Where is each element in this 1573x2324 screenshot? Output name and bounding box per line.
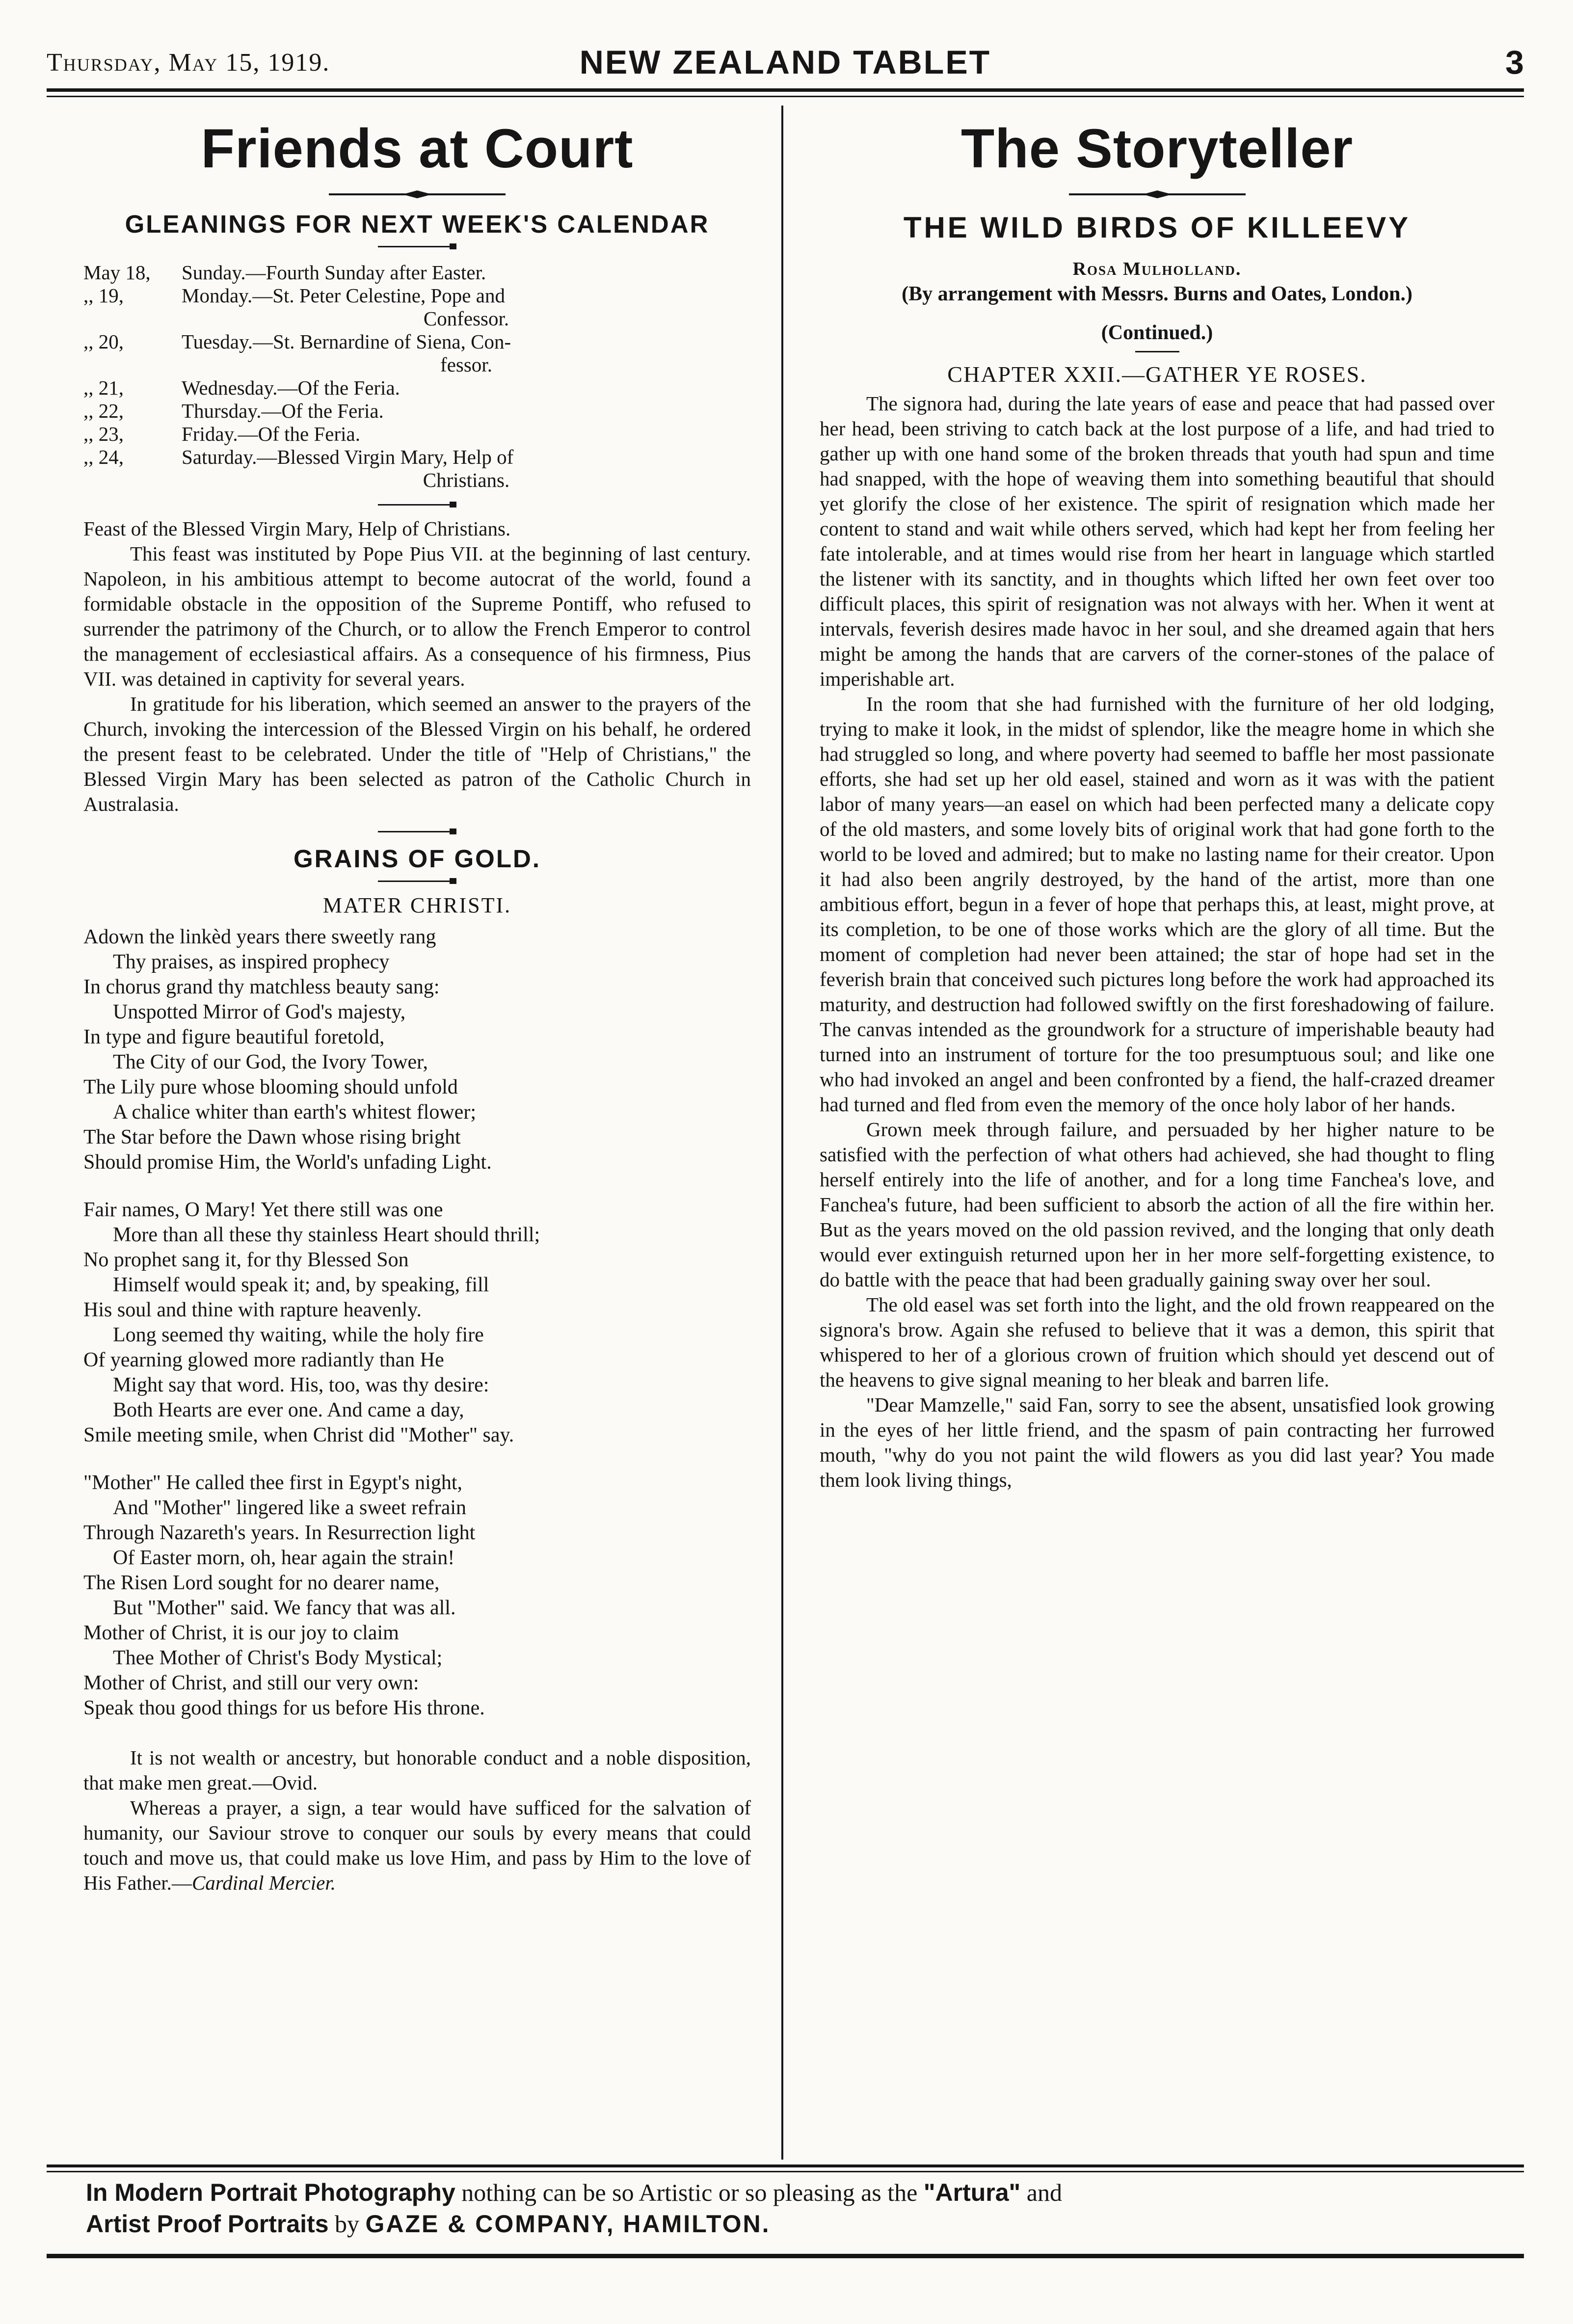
footer-rule-thick bbox=[47, 2164, 1524, 2167]
poem-line: Long seemed thy waiting, while the holy fire bbox=[113, 1324, 484, 1346]
calendar-entry bbox=[83, 400, 751, 423]
poem-stanza-2 bbox=[83, 1198, 751, 1448]
poem-line: Thy praises, as inspired prophecy bbox=[113, 951, 390, 973]
poem-line: The Star before the Dawn whose rising bright bbox=[83, 1126, 461, 1149]
feast-title: Feast of the Blessed Virgin Mary, Help of Christians. bbox=[83, 517, 511, 540]
poem-line: A chalice whiter than earth's whitest flower; bbox=[113, 1101, 476, 1123]
calendar-text-continuation: fessor. bbox=[440, 353, 492, 376]
continued-rule bbox=[1135, 349, 1179, 353]
calendar-text-continuation: Confessor. bbox=[423, 307, 509, 330]
calendar-end-rule bbox=[378, 502, 456, 508]
poem-line: And "Mother" lingered like a sweet refrain bbox=[113, 1496, 467, 1519]
column-divider bbox=[781, 106, 783, 2160]
poem-line: Of yearning glowed more radiantly than He bbox=[83, 1349, 444, 1371]
calendar-text bbox=[182, 284, 751, 330]
poem-line: Mother of Christ, it is our joy to claim bbox=[83, 1622, 399, 1644]
quote-ovid: It is not wealth or ancestry, but honorable conduct and a noble disposition, that make men great.—Ovid. bbox=[83, 1746, 751, 1794]
poem-line: Smile meeting smile, when Christ did "Mother" say. bbox=[83, 1424, 514, 1446]
poem-line: In chorus grand thy matchless beauty sang: bbox=[83, 976, 440, 998]
story-paragraph: In the room that she had furnished with the furniture of her old lodging, trying to make it look, in the midst of splendor, like the meagre home in which she had struggled so long, and where poverty had seemed to baffle her most passionate efforts, she had set up her old easel, stained and worn as it was with the patient labor of many years—an easel on which had been perfected many a delicate copy of the old masters, and some lovely bits of original work that had gone forth to the world to be loved and admired; but to make no lasting name for their creator. Upon it had also been angrily destroyed, by the hand of the artist, more than one ambitious effort, begun in a fever of hope that perhaps this, at least, might prove, at its completion, to be one of those works which are the glory of all time. But the moment of completion had never been attained; the star of hope had set in the feverish brain that conceived such pictures long before the work had approached its maturity, and destruction had followed swiftly on the first foreshadowing of failure. The canvas intended as the groundwork for a structure of imperishable beauty had turned into an instrument of torture for the too presumptuous soul; and like one who had invoked an angel and been confronted by a fiend, the half-crazed dreamer had turned and fled from even the memory of the once holy labor of her hands. bbox=[820, 693, 1494, 1116]
calendar-text-line: Thursday.—Of the Feria. bbox=[182, 400, 384, 422]
ad-text: nothing can be so Artistic or so pleasing as the bbox=[455, 2179, 924, 2206]
calendar-text bbox=[182, 400, 751, 423]
poem-line: "Mother" He called thee first in Egypt's night, bbox=[83, 1471, 463, 1494]
calendar-heading: GLEANINGS FOR NEXT WEEK'S CALENDAR bbox=[125, 210, 710, 238]
storyteller-title: The Storyteller bbox=[960, 118, 1354, 179]
poem-line: Should promise Him, the World's unfading Light. bbox=[83, 1151, 492, 1174]
story-author: Rosa Mulholland. bbox=[1072, 259, 1242, 279]
footer-advertisement bbox=[86, 2177, 1509, 2240]
ad-text-by: by bbox=[328, 2210, 366, 2238]
poem-line: Fair names, O Mary! Yet there still was one bbox=[83, 1199, 443, 1221]
ad-company-name: GAZE & COMPANY, HAMILTON. bbox=[365, 2210, 771, 2238]
poem-line: Might say that word. His, too, was thy desire: bbox=[113, 1374, 489, 1396]
calendar-date: ,, 21, bbox=[83, 376, 124, 399]
poem-line: But "Mother" said. We fancy that was all. bbox=[113, 1597, 456, 1619]
calendar-entry bbox=[83, 423, 751, 446]
poem-line: Unspotted Mirror of God's majesty, bbox=[113, 1001, 406, 1023]
calendar-date: ,, 23, bbox=[83, 423, 124, 445]
story-paragraph: Grown meek through failure, and persuaded by her higher nature to be satisfied with the perfection of what others had achieved, she had thought to fling herself entirely into the life of another, and for a long time Fanchea's love, and Fanchea's future, had been sufficient to absorb the action of all the fire within her. But as the years moved on the old passion revived, and the longing that only death would ever extinguish returned upon her in her more self-forgetting existence, to do battle with the peace that had been gradually gaining sway over her soul. bbox=[820, 1118, 1494, 1291]
calendar-date: ,, 24, bbox=[83, 446, 124, 468]
story-arrangement: (By arrangement with Messrs. Burns and Oates, London.) bbox=[902, 283, 1413, 305]
calendar-text-line: Monday.—St. Peter Celestine, Pope and bbox=[182, 284, 505, 307]
poem-line: Himself would speak it; and, by speaking, fill bbox=[113, 1274, 489, 1296]
feast-end-rule bbox=[378, 828, 456, 834]
poem-title: MATER CHRISTI. bbox=[322, 893, 512, 917]
poem-line: The City of our God, the Ivory Tower, bbox=[113, 1051, 428, 1073]
story-paragraph: The signora had, during the late years of ease and peace that had passed over her head, been striving to catch back at the lost purpose of a life, and had tried to gather up with one hand some of the broken threads that youth had spun and time had snapped, with the hope of weaving them into something beautiful that should yet glorify the close of her existence. The spirit of resignation which made her content to stand and wait while others served, which had kept her from feeling her fate intolerable, and at times would rise from her heart in language which startled the listener with its sanctity, and in thoughts which lifted her own feet over too difficult places, this spirit of resignation was not always with her. When it went at intervals, feverish desires made havoc in her soul, and she dreamed again that hers might be among the hands that are carvers of the corner-stones of the palace of imperishable art. bbox=[820, 392, 1494, 690]
footer-rule-thin bbox=[47, 2171, 1524, 2172]
story-title: THE WILD BIRDS OF KILLEEVY bbox=[903, 211, 1411, 244]
calendar-text-line: Saturday.—Blessed Virgin Mary, Help of bbox=[182, 446, 514, 468]
storyteller-ornament-rule bbox=[1069, 189, 1246, 200]
poem-stanza-3 bbox=[83, 1470, 751, 1721]
feast-paragraph-1: This feast was instituted by Pope Pius VII. at the beginning of last century. Napoleon, in his ambitious attempt to become autocrat of the world, found a formidable obstacle in the opposition of the Supreme Pontiff, who refused to surrender the patrimony of the Church, or to allow the French Emperor to control the management of ecclesiastical affairs. As a consequence of his firmness, Pius VII. was detained in captivity for several years. bbox=[83, 542, 751, 690]
masthead-rule-thin bbox=[47, 96, 1524, 97]
quote-cardinal-mercier bbox=[83, 1795, 751, 1896]
calendar-text bbox=[182, 330, 751, 376]
calendar-entry bbox=[83, 446, 751, 492]
poem-line: More than all these thy stainless Heart should thrill; bbox=[113, 1224, 540, 1246]
issue-date: Thursday, May 15, 1919. bbox=[47, 49, 330, 77]
calendar-text bbox=[182, 423, 751, 446]
chapter-heading: CHAPTER XXII.—GATHER YE ROSES. bbox=[947, 362, 1367, 387]
poem-line: No prophet sang it, for thy Blessed Son bbox=[83, 1249, 409, 1271]
calendar-date: ,, 22, bbox=[83, 400, 124, 422]
title-ornament-rule bbox=[329, 189, 506, 200]
poem-line: Through Nazareth's years. In Resurrection light bbox=[83, 1522, 476, 1544]
poem-line: The Lily pure whose blooming should unfold bbox=[83, 1076, 458, 1098]
quote-text: Whereas a prayer, a sign, a tear would have sufficed for the salvation of humanity, our Saviour strove to conquer our souls by every means that could touch and move us, that could make us love Him, and pass by Him to the love of His Father.— bbox=[83, 1796, 751, 1894]
calendar-list bbox=[83, 261, 751, 492]
poem-line: Adown the linkèd years there sweetly rang bbox=[83, 926, 436, 948]
poem-line: His soul and thine with rapture heavenly. bbox=[83, 1299, 422, 1321]
poem-line: Speak thou good things for us before His throne. bbox=[83, 1697, 485, 1719]
left-column bbox=[83, 106, 751, 2160]
newspaper-title: NEW ZEALAND TABLET bbox=[579, 44, 991, 81]
calendar-text bbox=[182, 261, 751, 284]
quote-author: Cardinal Mercier. bbox=[191, 1871, 336, 1894]
calendar-entry bbox=[83, 284, 751, 330]
calendar-text bbox=[182, 376, 751, 400]
calendar-entry bbox=[83, 261, 751, 284]
poem-line: In type and figure beautiful foretold, bbox=[83, 1026, 385, 1048]
calendar-text-line: Wednesday.—Of the Feria. bbox=[182, 376, 400, 399]
calendar-entry bbox=[83, 376, 751, 400]
ad-headline: In Modern Portrait Photography bbox=[86, 2179, 455, 2206]
footer-rule-bottom bbox=[47, 2254, 1524, 2258]
ad-brand-artura: "Artura" bbox=[923, 2179, 1021, 2206]
masthead-rule-thick bbox=[47, 88, 1524, 92]
continued-label: (Continued.) bbox=[1101, 321, 1213, 344]
calendar-text-line: Tuesday.—St. Bernardine of Siena, Con- bbox=[182, 330, 511, 353]
calendar-text-line: Friday.—Of the Feria. bbox=[182, 423, 360, 445]
right-column bbox=[820, 106, 1494, 2160]
poem-line: Both Hearts are ever one. And came a day, bbox=[113, 1399, 464, 1421]
grains-of-gold-heading: GRAINS OF GOLD. bbox=[293, 845, 541, 873]
poem-mater-christi bbox=[83, 925, 751, 1721]
ad-text-and: and bbox=[1020, 2179, 1062, 2206]
calendar-date: May 18, bbox=[83, 261, 151, 284]
poem-stanza-1 bbox=[83, 925, 751, 1175]
calendar-date: ,, 19, bbox=[83, 284, 124, 307]
poem-line: Thee Mother of Christ's Body Mystical; bbox=[113, 1647, 443, 1669]
calendar-text-continuation: Christians. bbox=[423, 469, 510, 491]
poem-line: Of Easter morn, oh, hear again the strain! bbox=[113, 1547, 455, 1569]
friends-at-court-title: Friends at Court bbox=[201, 118, 634, 179]
story-paragraph: "Dear Mamzelle," said Fan, sorry to see the absent, unsatisfied look growing in the eyes of her little friend, and the spasm of pain contracting her furrowed mouth, "why do you not paint the wild flowers as you did last year? You made them look living things, bbox=[820, 1393, 1494, 1491]
story-paragraph: The old easel was set forth into the light, and the old frown reappeared on the signora's brow. Again she refused to believe that it was a demon, this spirit that whispered to her of a glorious crown of fruition which should yet descend out of the heavens to give signal meaning to her bleak and barren life. bbox=[820, 1293, 1494, 1391]
grains-heading-rule bbox=[378, 878, 456, 884]
poem-line: The Risen Lord sought for no dearer name, bbox=[83, 1572, 440, 1594]
calendar-text bbox=[182, 446, 751, 492]
masthead bbox=[47, 43, 1524, 88]
page-number: 3 bbox=[1505, 44, 1524, 81]
feast-paragraph-2: In gratitude for his liberation, which seemed an answer to the prayers of the Church, invoking the intercession of the Blessed Virgin on his behalf, he ordered the present feast to be celebrated. Under the title of "Help of Christians," the Blessed Virgin Mary has been selected as patron of the Catholic Church in Australasia. bbox=[83, 693, 751, 815]
calendar-entry bbox=[83, 330, 751, 376]
poem-line: Mother of Christ, and still our very own: bbox=[83, 1672, 419, 1694]
ad-artist-proof: Artist Proof Portraits bbox=[86, 2210, 329, 2238]
calendar-text-line: Sunday.—Fourth Sunday after Easter. bbox=[182, 261, 486, 284]
calendar-heading-rule bbox=[378, 243, 456, 249]
calendar-date: ,, 20, bbox=[83, 330, 124, 353]
